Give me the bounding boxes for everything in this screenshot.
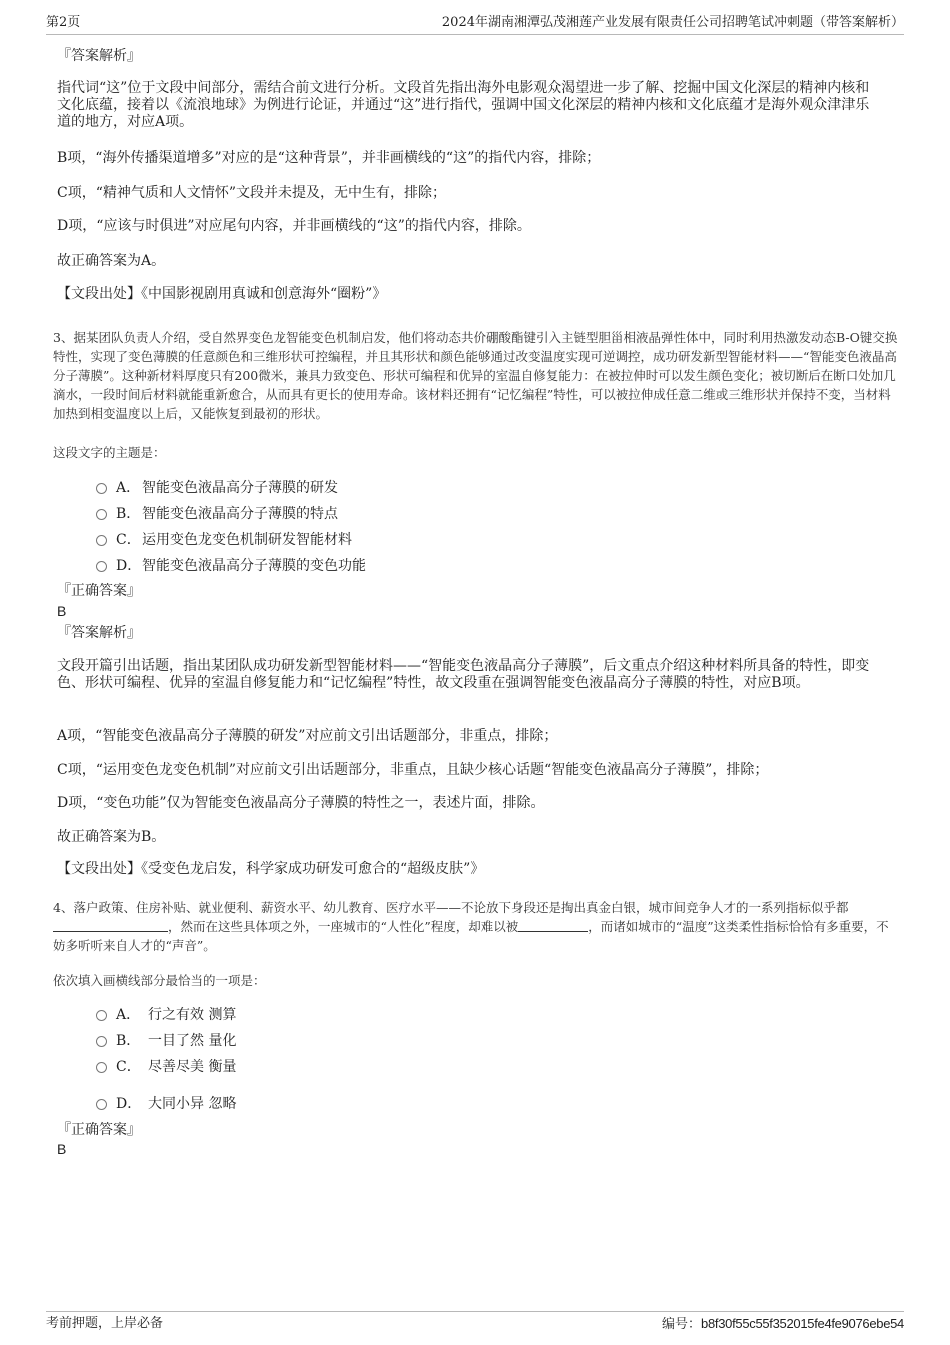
q2-analysis-option-b: B项，“海外传播渠道增多”对应的是“这种背景”，并非画横线的“这”的指代内容，排除； [57, 150, 601, 166]
code-label: 编号： [662, 1317, 702, 1332]
option-text: 尽善尽美 衡量 [148, 1059, 237, 1075]
radio-button[interactable] [96, 1099, 107, 1110]
q4-option-b[interactable] [96, 1032, 236, 1050]
q3-stem: 3、据某团队负责人介绍，受自然界变色龙智能变色机制启发，他们将动态共价硼酸酯键引入主链型胆甾相液晶弹性体中，同时利用热激发动态B-O键交换特性，实现了变色薄膜的任意颜色和三维形状可控编程，并且其形状和颜色能够通过改变温度实现可逆调控，成功研发新型智能材料——“智能变色液晶高分子薄膜”。这种新材料厚度只有200微米，兼具力致变色、形状可编程和优异的室温自修复能力：在被拉伸时可以发生颜色变化；被切断后在断口处加几滴水，一段时间后材料就能重新愈合，从而具有更长的使用寿命。该材料还拥有“记忆编程”特性，可以被拉伸成任意二维或三维形状并保持不变，当材料加热到相变温度以上后，又能恢复到最初的形状。 [53, 330, 898, 421]
option-label: B． [116, 506, 141, 522]
q3-correct-label: 『正确答案』 [57, 583, 141, 599]
radio-button[interactable] [96, 1036, 107, 1047]
q3-analysis-paragraph: 文段开篇引出话题，指出某团队成功研发新型智能材料——“智能变色液晶高分子薄膜”，后文重点介绍这种材料所具备的特性，即变色、形状可编程、优异的室温自修复能力和“记忆编程”特性，故文段重在强调智能变色液晶高分子薄膜的特性，对应B项。 [57, 658, 870, 691]
radio-button[interactable] [96, 509, 107, 520]
option-label: A． [116, 480, 141, 496]
option-text: 一目了然 量化 [148, 1033, 237, 1049]
code-value: b8f30f55c55f352015fe4fe9076ebe54 [701, 1316, 904, 1331]
q3-prompt: 这段文字的主题是： [53, 445, 166, 460]
document-code [662, 1315, 904, 1334]
radio-button[interactable] [96, 535, 107, 546]
q2-source: 【文段出处】《中国影视剧用真诚和创意海外“圈粉”》 [57, 286, 387, 302]
footer-slogan: 考前押题，上岸必备 [46, 1316, 164, 1331]
q4-stem-part-3: ，而诸如城市的“温度”这类柔性指标恰恰有多重要，不妨多听听来自人才的“声音”。 [53, 919, 889, 953]
q3-analysis-option-d: D项，“变色功能”仅为智能变色液晶高分子薄膜的特性之一，表述片面，排除。 [57, 795, 545, 811]
option-label: B． [116, 1033, 141, 1049]
q2-conclusion: 故正确答案为A。 [57, 253, 166, 269]
q3-option-d[interactable] [96, 557, 366, 575]
q4-stem [53, 898, 898, 955]
page-number: 第2页 [46, 15, 81, 30]
radio-button[interactable] [96, 1062, 107, 1073]
option-label: D． [116, 1096, 142, 1112]
q4-prompt: 依次填入画横线部分最恰当的一项是： [53, 973, 266, 988]
q2-analysis-option-c: C项，“精神气质和人文情怀”文段并未提及，无中生有，排除； [57, 185, 447, 201]
q3-correct-answer: B [57, 603, 67, 619]
option-label: D． [116, 558, 142, 574]
q4-blank-2 [518, 919, 588, 932]
option-text: 智能变色液晶高分子薄膜的变色功能 [142, 558, 366, 574]
q4-blank-1 [53, 919, 168, 932]
option-label: C． [116, 1059, 141, 1075]
q4-correct-answer: B [57, 1141, 67, 1157]
option-text: 运用变色龙变色机制研发智能材料 [142, 532, 352, 548]
q3-option-a[interactable] [96, 479, 338, 497]
page-header [46, 14, 904, 35]
q4-stem-part-1: 4、落户政策、住房补贴、就业便利、薪资水平、幼儿教育、医疗水平——不论放下身段还是掏出真金白银，城市间竞争人才的一系列指标似乎都 [53, 900, 849, 915]
q4-correct-label: 『正确答案』 [57, 1122, 141, 1138]
option-text: 智能变色液晶高分子薄膜的研发 [142, 480, 338, 496]
q4-stem-part-2: ，然而在这些具体项之外，一座城市的“人性化”程度，却难以被 [168, 919, 519, 934]
q3-analysis-option-c: C项，“运用变色龙变色机制”对应前文引出话题部分，非重点，且缺少核心话题“智能变色液晶高分子薄膜”，排除； [57, 762, 769, 778]
q2-analysis-paragraph: 指代词“这”位于文段中间部分，需结合前文进行分析。文段首先指出海外电影观众渴望进一步了解、挖掘中国文化深层的精神内核和文化底蕴，接着以《流浪地球》为例进行论证，并通过“这”进行指代，强调中国文化深层的精神内核和文化底蕴才是海外观众津津乐道的地方，对应A项。 [57, 80, 870, 130]
radio-button[interactable] [96, 1010, 107, 1021]
option-label: A． [116, 1007, 141, 1023]
q2-analysis-label: 『答案解析』 [57, 48, 141, 64]
q3-option-b[interactable] [96, 505, 338, 523]
radio-button[interactable] [96, 483, 107, 494]
q3-analysis-option-a: A项，“智能变色液晶高分子薄膜的研发”对应前文引出话题部分，非重点，排除； [57, 728, 558, 744]
option-label: C． [116, 532, 141, 548]
option-text: 行之有效 测算 [148, 1007, 237, 1023]
document-title: 2024年湖南湘潭弘茂湘莲产业发展有限责任公司招聘笔试冲刺题（带答案解析） [441, 15, 904, 30]
q4-option-c[interactable] [96, 1058, 236, 1076]
radio-button[interactable] [96, 561, 107, 572]
q3-source: 【文段出处】《受变色龙启发，科学家成功研发可愈合的“超级皮肤”》 [57, 861, 485, 877]
option-text: 大同小异 忽略 [148, 1096, 237, 1112]
q3-conclusion: 故正确答案为B。 [57, 829, 166, 845]
option-text: 智能变色液晶高分子薄膜的特点 [142, 506, 338, 522]
q4-option-d[interactable] [96, 1095, 236, 1113]
page-footer [46, 1311, 904, 1334]
q3-option-c[interactable] [96, 531, 352, 549]
q4-option-a[interactable] [96, 1006, 236, 1024]
q3-analysis-label: 『答案解析』 [57, 625, 141, 641]
q2-analysis-option-d: D项，“应该与时俱进”对应尾句内容，并非画横线的“这”的指代内容，排除。 [57, 218, 531, 234]
